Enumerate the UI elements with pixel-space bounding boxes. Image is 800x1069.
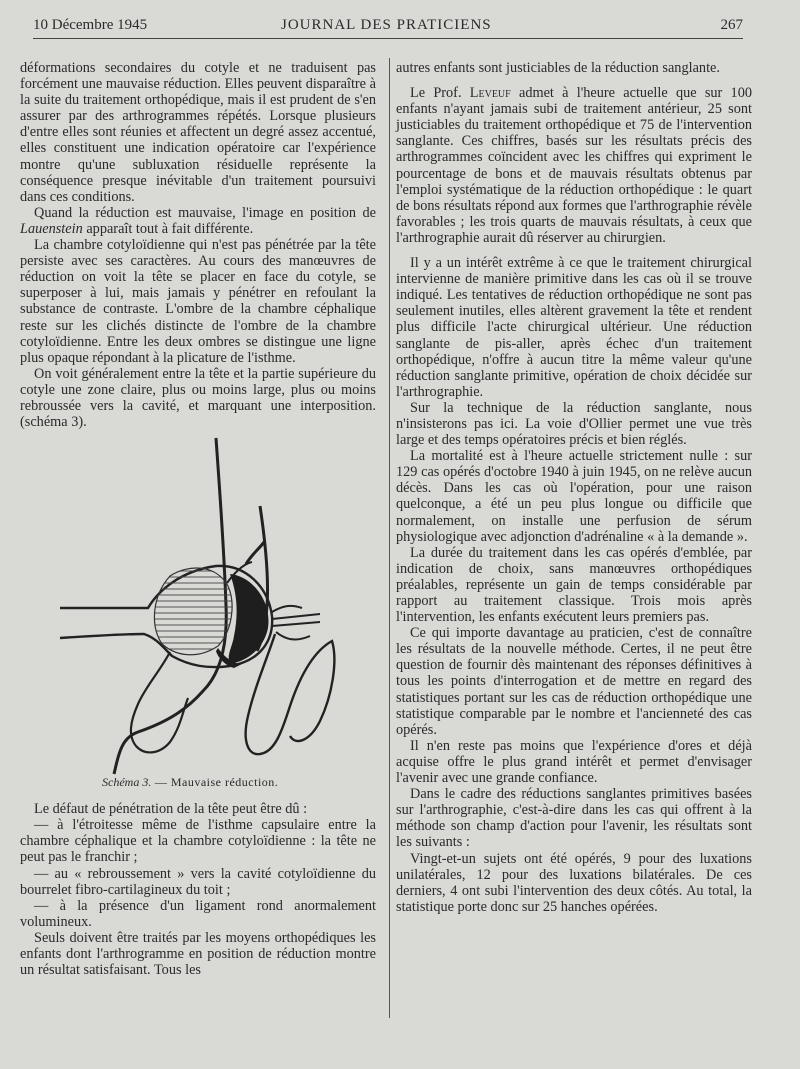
header-page-number: 267 <box>720 17 743 33</box>
paragraph: Il y a un intérêt extrême à ce que le traitement chirurgical intervienne de manière primitive dans les cas où il se trouve indiqué. Les tentatives de réduction orthopédique ne sont pas seulement inutiles, elles altèrent gravement la tête et rendent plus difficile l'acte chirurgical ultérieur. Une réduction sanglante de pis-aller, après échec d'un traitement orthopédique, n'offre à aucun titre la même valeur qu'une réduction sanglante primitive, opération de choix décidée sur l'arthrographie. <box>396 255 752 400</box>
running-header <box>33 14 743 39</box>
column-divider <box>389 58 390 1018</box>
author-name: Leveuf <box>469 85 511 102</box>
paragraph: — à l'étroitesse même de l'isthme capsulaire entre la chambre céphalique et la chambre cotyloïdienne : la tête ne peut pas le franchir ; <box>20 817 376 866</box>
paragraph: autres enfants sont justiciables de la réduction sanglante. <box>396 60 720 76</box>
header-journal-title: JOURNAL DES PRATICIENS <box>281 17 492 33</box>
paragraph: Le défaut de pénétration de la tête peut être dû : <box>34 801 308 818</box>
figure-caption: Schéma 3. — Mauvaise réduction. <box>102 775 279 790</box>
paragraph: Seuls doivent être traités par les moyens orthopédiques les enfants dont l'arthrogramme en position de réduction montre un résultat satisfaisant. Tous les <box>20 929 376 979</box>
paragraph: La durée du traitement dans les cas opérés d'emblée, par indication de choix, sans manœuvres orthopédiques préalables, représente un gain de temps considérable par rapport au traitement classique. Trois mois après l'intervention, les enfants exécutent leurs premiers pas. <box>396 544 752 626</box>
header-date: 10 Décembre 1945 <box>33 17 148 33</box>
figure-schema-3 <box>20 436 376 801</box>
paragraph: Dans le cadre des réductions sanglantes primitives basées sur l'arthrographie, c'est-à-dire dans les cas qui offrent à la méthode son champ d'action pour l'avenir, les résultats sont les suivants : <box>396 786 752 851</box>
hip-joint-diagram <box>20 436 376 801</box>
paragraph: Vingt-et-un sujets ont été opérés, 9 pour des luxations unilatérales, 12 pour des luxations bilatérales. De ces derniers, 4 ont subi l'intervention des deux côtés. Au total, la statistique porte donc sur 25 hanches opérées. <box>396 850 752 915</box>
paragraph: On voit généralement entre la tête et la partie supérieure du cotyle une zone claire, plus ou moins large, plus ou moins rebroussée vers la cavité, et marquant une interposition. (schéma 3). <box>20 365 376 431</box>
paragraph: La chambre cotyloïdienne qui n'est pas pénétrée par la tête persiste avec ses caractères. Au cours des manœuvres de réduction on voit la tête se placer en face du cotyle, se superposer à lui, mais jamais y pénétrer en refoulant la substance de contraste. L'ombre de la chambre céphalique reste sur les clichés distincte de l'ombre de la chambre cotyloïdienne. Entre les deux ombres se distingue une ligne plus opaque répondant à la plicature de l'isthme. <box>20 237 376 366</box>
paragraph: — au « rebroussement » vers la cavité cotyloïdienne du bourrelet fibro-cartilagineux du toit ; <box>20 865 376 898</box>
paragraph: La mortalité est à l'heure actuelle strictement nulle : sur 129 cas opérés d'octobre 1940 à juin 1945, on ne relève aucun décès. Dans les cas où l'opération, pour une raison quelconque, a été un peu plus longue ou difficile que normalement, on installe une perfusion de sérum physiologique avec adjonction d'adrénaline « à la demande ». <box>396 448 752 545</box>
paragraph: Le Prof. Leveuf admet à l'heure actuelle que sur 100 enfants n'ayant jamais subi de traitement antérieur, 25 sont justiciables du traitement orthopédique et 75 de l'intervention sanglante. Ces chiffres, basés sur les résultats précis des arthrogrammes coïncident avec les chiffres qui expriment le pourcentage de bons et de mauvais résultats obtenus par l'emploi systématique de la réduction orthopédique : le quart de bons résultats répond aux formes que l'arthrographie révèle favorables ; les trois quarts de mauvais résultats, à ceux que l'arthrographie aurait dû réserver au chirurgien. <box>396 85 752 246</box>
paragraph: Sur la technique de la réduction sanglante, nous n'insisterons pas ici. La voie d'Ollier permet une vue très large et des temps opératoires précis et bien réglés. <box>396 399 752 449</box>
paragraph: Ce qui importe davantage au praticien, c'est de connaître les résultats de la nouvelle méthode. Certes, il ne peut être question de fournir dès maintenant des réponses définitives à tous les points d'interrogation et de mettre en regard des statistiques portant sur les cas de réduction orthopédique une statistique comparable par le nombre et l'ancienneté des cas opérés. <box>396 625 752 738</box>
right-column <box>396 60 752 915</box>
paragraph: déformations secondaires du cotyle et ne traduisent pas forcément une mauvaise réduction. Elles peuvent disparaître à la suite du traitement orthopédique, mais il est prudent de s'en assurer par des arthrogrammes répétés. Lorsque plusieurs d'entre elles sont réunies et affectent un degré assez accentué, elles constituent une indication opératoire car l'expérience montre qu'une subluxation résiduelle représente la conséquence presque inévitable d'un traitement poursuivi dans ces conditions. <box>20 60 376 205</box>
paragraph: — à la présence d'un ligament rond anormalement volumineux. <box>20 897 376 930</box>
italic-term: Lauenstein <box>20 220 83 237</box>
left-column <box>20 60 376 978</box>
paragraph: Il n'en reste pas moins que l'expérience d'ores et déjà acquise offre le plus grand intérêt et permet d'envisager l'avenir avec une grande confiance. <box>396 737 752 787</box>
paragraph: Quand la réduction est mauvaise, l'image en position de Lauenstein apparaît tout à fait différente. <box>20 204 376 237</box>
